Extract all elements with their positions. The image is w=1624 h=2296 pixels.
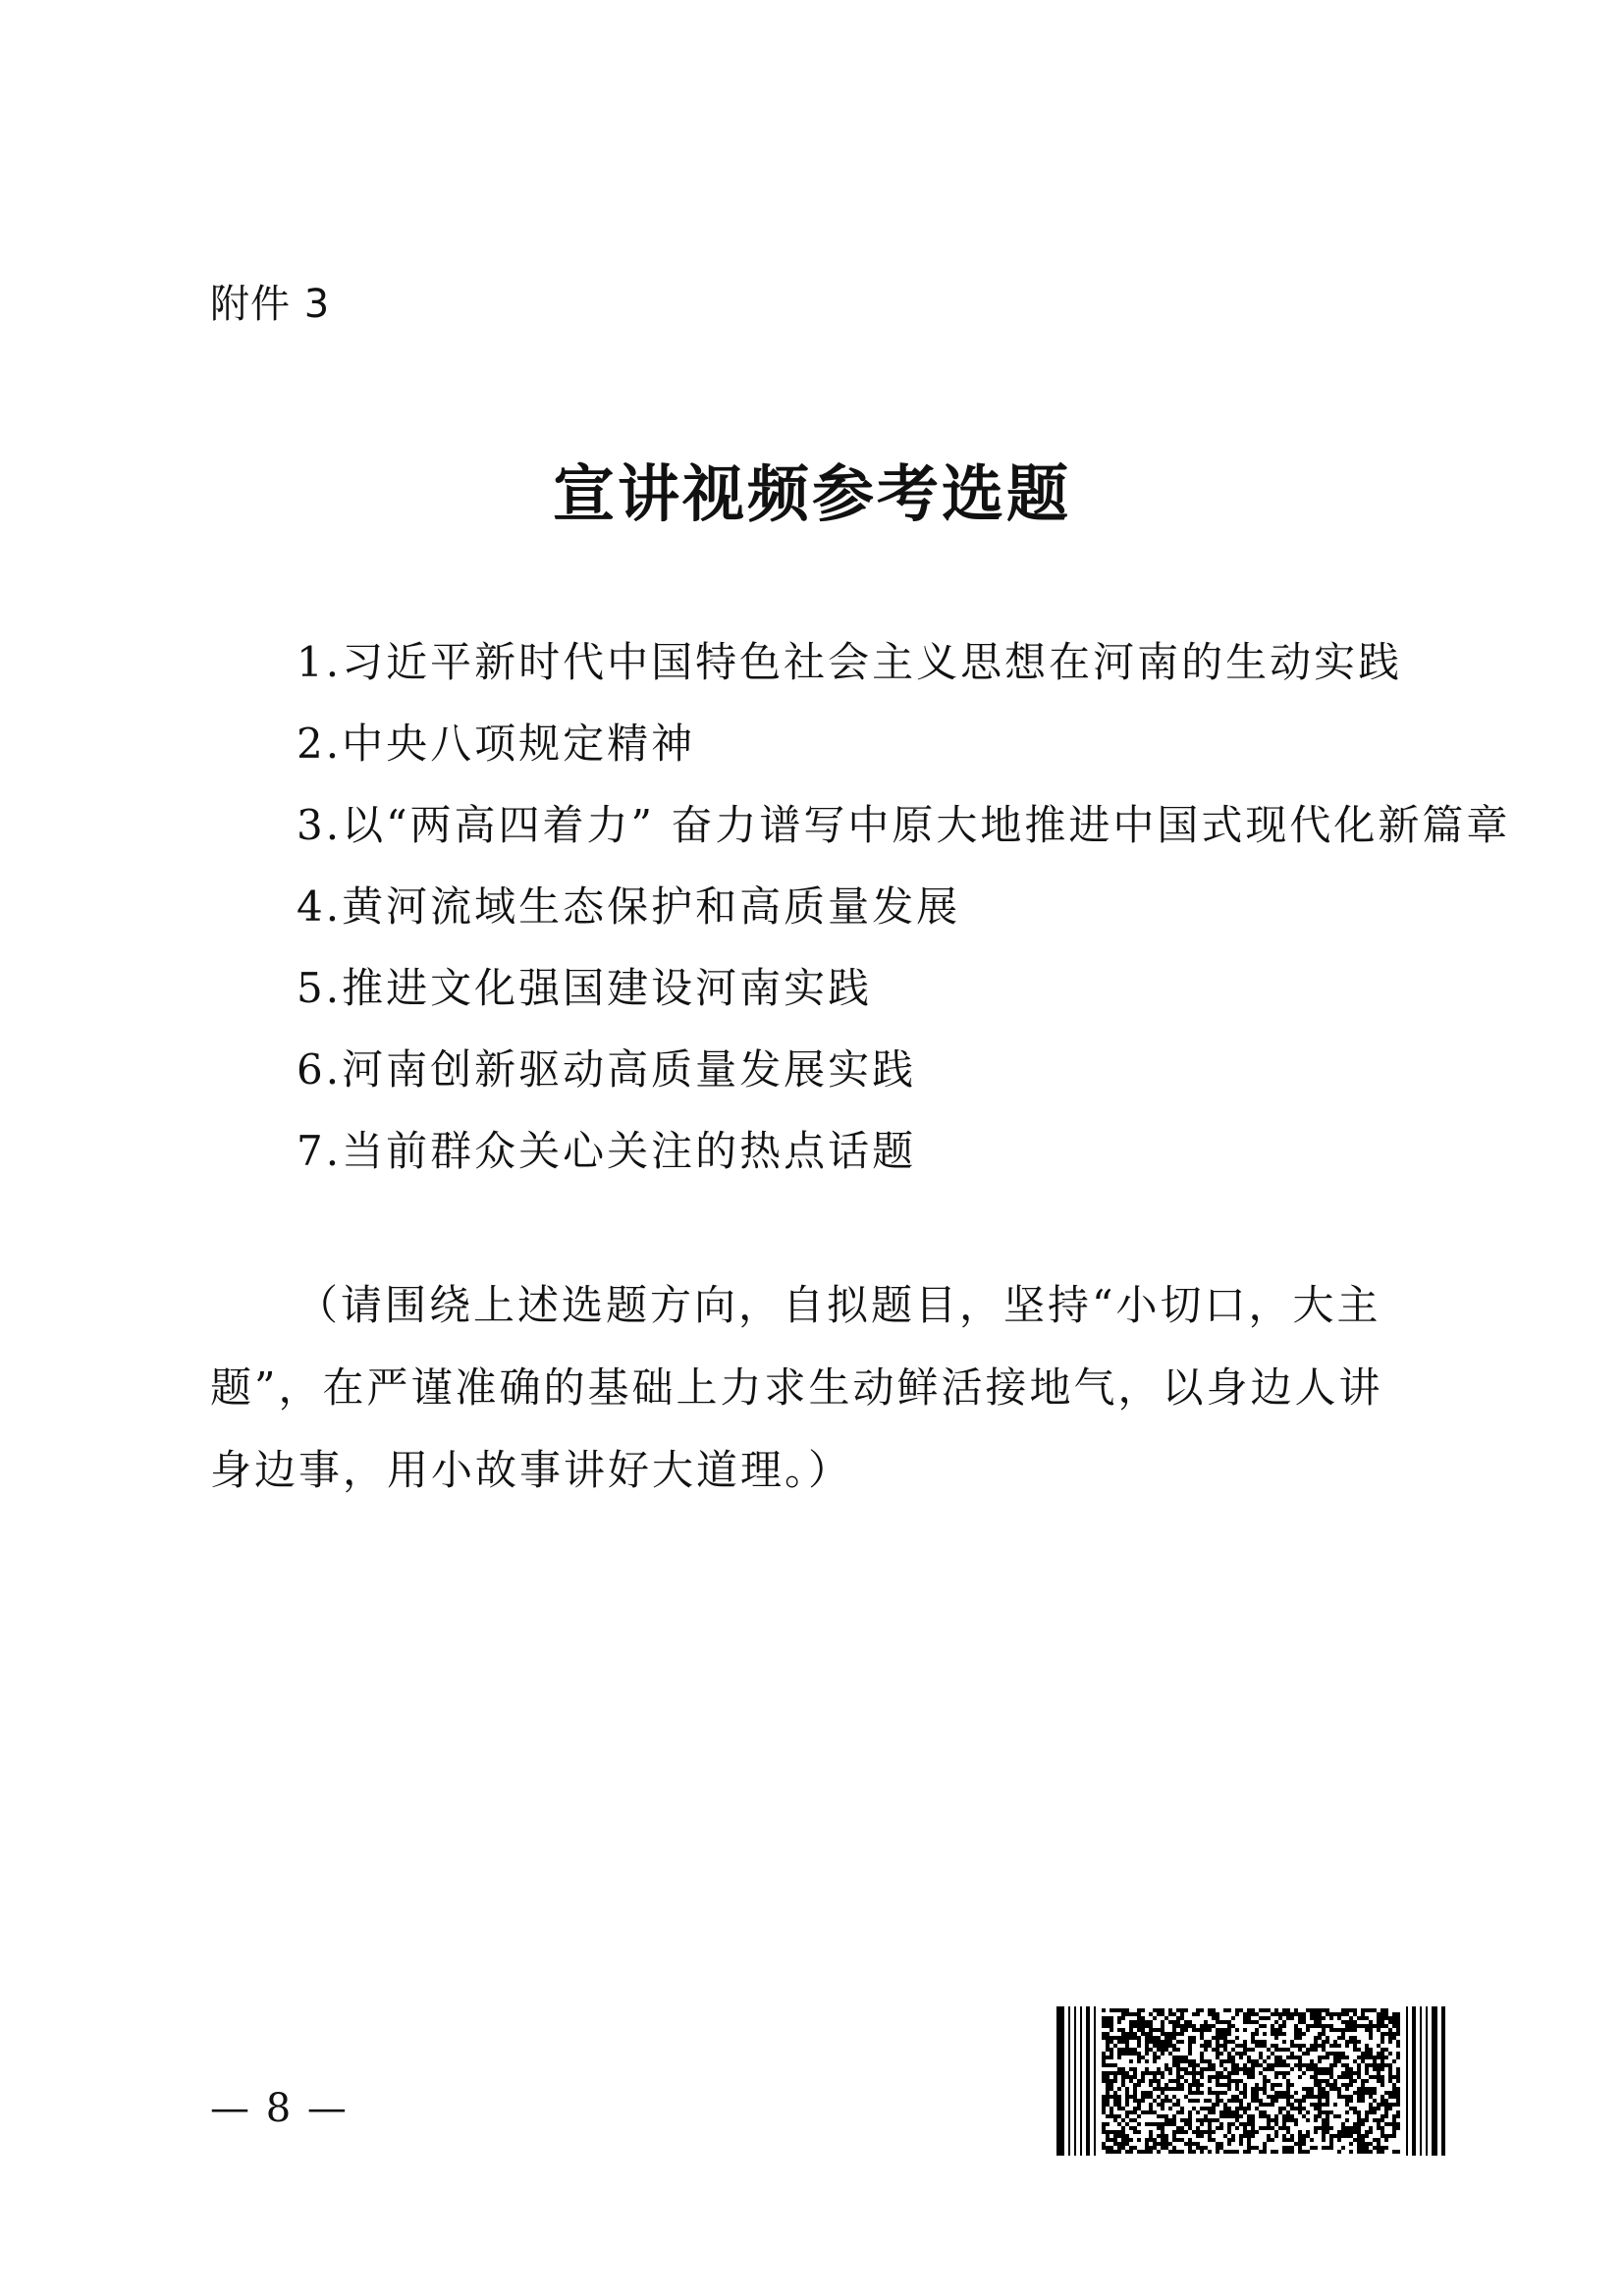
list-item <box>297 873 1510 954</box>
topic-text: 河南创新驱动高质量发展实践 <box>342 1045 917 1094</box>
page-title: 宣讲视频参考选题 <box>553 457 1071 530</box>
topic-number: 4. <box>297 882 343 931</box>
topic-text: 习近平新时代中国特色社会主义思想在河南的生动实践 <box>342 638 1403 686</box>
list-item <box>297 791 1510 873</box>
list-item <box>297 1117 1510 1199</box>
topic-text: 中央八项规定精神 <box>342 720 696 768</box>
topic-number: 3. <box>297 801 343 849</box>
attachment-label: 附件 3 <box>210 282 331 327</box>
topic-text: 推进文化强国建设河南实践 <box>342 964 873 1012</box>
page-number: — 8 — <box>210 2086 349 2131</box>
list-item <box>297 628 1510 710</box>
list-item <box>297 1036 1510 1117</box>
topic-number: 5. <box>297 964 343 1012</box>
barcode-icon <box>1056 2006 1445 2156</box>
topic-number: 6. <box>297 1045 343 1094</box>
list-item <box>297 710 1510 791</box>
topic-number: 2. <box>297 720 343 768</box>
note-paragraph: （请围绕上述选题方向，自拟题目，坚持“小切口，大主题”，在严谨准确的基础上力求生动鲜活接地气，以身边人讲身边事，用小故事讲好大道理。） <box>210 1281 1383 1494</box>
topic-text: 当前群众关心关注的热点话题 <box>342 1127 917 1175</box>
list-item <box>297 954 1510 1036</box>
topic-text: 以“两高四着力” 奋力谱写中原大地推进中国式现代化新篇章 <box>342 801 1511 849</box>
topic-list <box>297 628 1510 1199</box>
topic-number: 7. <box>297 1127 343 1175</box>
topic-number: 1. <box>297 638 343 686</box>
topic-text: 黄河流域生态保护和高质量发展 <box>342 882 961 931</box>
